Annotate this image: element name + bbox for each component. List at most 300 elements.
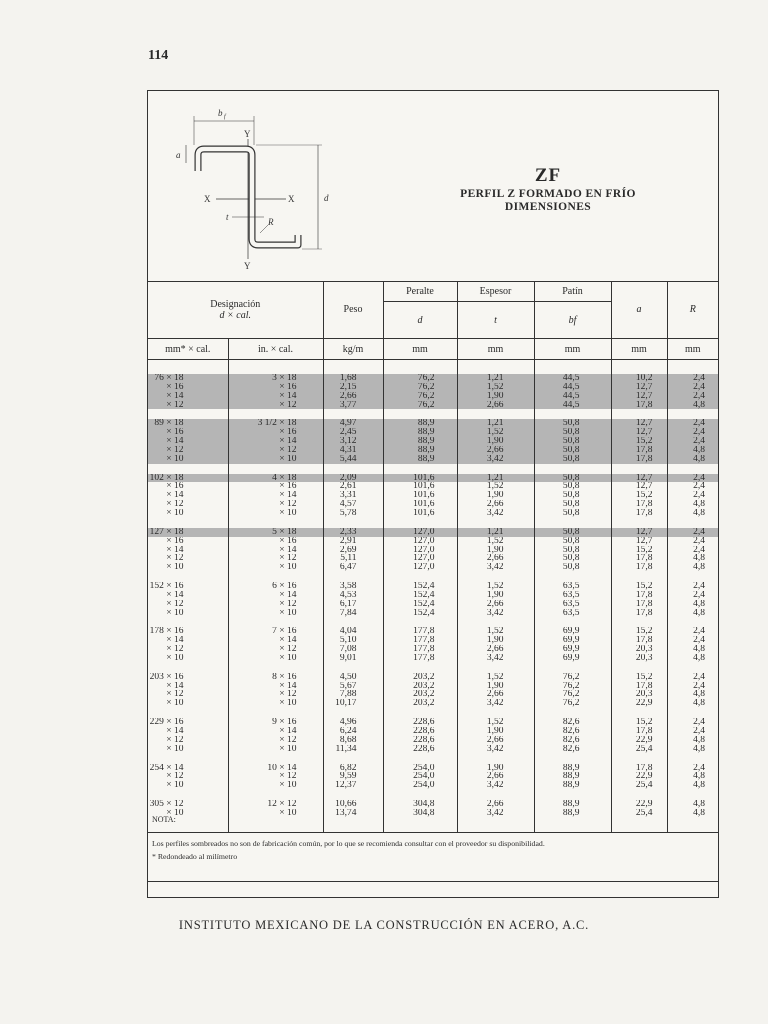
cell-b: 82,6 (534, 736, 611, 745)
spacer-cell (148, 708, 228, 718)
cell-kg: 4,31 (323, 446, 383, 455)
cell-t: 1,90 (457, 591, 534, 600)
cell-d: 203,2 (383, 673, 457, 682)
spacer-cell (323, 617, 383, 627)
cell-kg: 4,53 (323, 591, 383, 600)
cell-kg: 7,84 (323, 609, 383, 618)
cell-a: 12,7 (611, 482, 667, 491)
cell-in: × 12 (228, 772, 323, 781)
unit-t: mm (457, 339, 534, 360)
table-row (148, 591, 718, 600)
title-block (418, 165, 678, 213)
cell-t: 3,42 (457, 609, 534, 618)
cell-in: 5 × 18 (228, 528, 323, 537)
cell-in: × 12 (228, 736, 323, 745)
spacer-cell (611, 572, 667, 582)
cell-b: 50,8 (534, 509, 611, 518)
cell-a: 15,2 (611, 673, 667, 682)
cell-mm: × 10 (148, 609, 228, 618)
spacer-cell (457, 518, 534, 528)
cell-mm: × 16 (148, 428, 228, 437)
cell-mm: × 14 (148, 546, 228, 555)
cell-mm: × 12 (148, 401, 228, 410)
spacer-cell (323, 818, 383, 833)
table-row (148, 718, 718, 727)
cell-t: 1,52 (457, 718, 534, 727)
cell-a: 15,2 (611, 718, 667, 727)
cell-a: 17,8 (611, 682, 667, 691)
label-x-right: X (288, 194, 295, 204)
spacer-cell (457, 617, 534, 627)
header-patin-sym: bf (534, 302, 611, 339)
cell-in: × 14 (228, 591, 323, 600)
table-row (148, 627, 718, 636)
spacer-cell (383, 518, 457, 528)
cell-mm: × 12 (148, 645, 228, 654)
cell-d: 228,6 (383, 727, 457, 736)
cell-r: 2,4 (693, 672, 705, 682)
cell-t: 2,66 (457, 800, 534, 809)
cell-kg: 9,01 (323, 654, 383, 663)
cell-a: 10,2 (611, 374, 667, 383)
table-row (148, 600, 718, 609)
header-espesor: Espesor (457, 281, 534, 302)
cell-b: 50,8 (534, 528, 611, 537)
cell-a: 22,9 (611, 699, 667, 708)
table-row (148, 419, 718, 428)
cell-a: 17,8 (611, 600, 667, 609)
cell-b: 63,5 (534, 582, 611, 591)
cell-a: 17,8 (611, 554, 667, 563)
cell-t: 2,66 (457, 554, 534, 563)
cell-r: 4,8 (693, 699, 705, 709)
cell-b: 50,8 (534, 455, 611, 464)
cell-kg: 8,68 (323, 736, 383, 745)
cell-mm: × 14 (148, 682, 228, 691)
spacer-cell (611, 464, 667, 474)
cell-r: 4,8 (693, 563, 705, 573)
cell-b: 50,8 (534, 446, 611, 455)
table-row (148, 809, 718, 818)
cell-in: × 10 (228, 699, 323, 708)
cell-b: 44,5 (534, 401, 611, 410)
spacer-cell (611, 409, 667, 419)
spacer-cell (611, 663, 667, 673)
spacer-cell (228, 754, 323, 764)
cell-b: 50,8 (534, 419, 611, 428)
label-bf-sub: f (224, 114, 226, 120)
header-designacion (148, 281, 323, 339)
cell-b: 50,8 (534, 491, 611, 500)
cell-r: 4,8 (693, 653, 705, 663)
cell-d: 203,2 (383, 690, 457, 699)
cell-mm: × 16 (148, 482, 228, 491)
cell-mm: × 16 (148, 383, 228, 392)
cell-in: × 14 (228, 546, 323, 555)
cell-a: 20,3 (611, 645, 667, 654)
cell-t: 1,52 (457, 673, 534, 682)
spacer-cell (228, 708, 323, 718)
cell-kg: 5,10 (323, 636, 383, 645)
table-header (148, 281, 718, 360)
spacer-row (148, 360, 718, 375)
cell-kg: 4,57 (323, 500, 383, 509)
cell-a: 12,7 (611, 383, 667, 392)
spacer-cell (323, 708, 383, 718)
cell-kg: 2,15 (323, 383, 383, 392)
cell-kg: 6,82 (323, 764, 383, 773)
cell-r: 4,8 (693, 599, 705, 609)
table-row (148, 474, 718, 483)
cell-t: 2,66 (457, 446, 534, 455)
cell-b: 50,8 (534, 563, 611, 572)
cell-b: 50,8 (534, 437, 611, 446)
cell-r: 2,4 (693, 482, 705, 492)
spacer-row (148, 754, 718, 764)
cell-t: 1,21 (457, 419, 534, 428)
data-sheet-frame (147, 90, 719, 898)
cell-mm: × 12 (148, 554, 228, 563)
spacer-cell (534, 409, 611, 419)
cell-mm: × 14 (148, 491, 228, 500)
cell-kg: 2,66 (323, 392, 383, 401)
cell-mm: × 10 (148, 455, 228, 464)
cell-in: × 10 (228, 745, 323, 754)
cell-r: 4,8 (693, 781, 705, 791)
spacer-row (148, 409, 718, 419)
cell-in: × 12 (228, 500, 323, 509)
unit-kgm: kg/m (323, 339, 383, 360)
cell-in: 8 × 16 (228, 673, 323, 682)
cell-r: 2,4 (693, 763, 705, 773)
spacer-row (148, 818, 718, 833)
cell-in: × 12 (228, 645, 323, 654)
cell-d: 254,0 (383, 764, 457, 773)
cell-mm: × 14 (148, 392, 228, 401)
spacer-cell (457, 708, 534, 718)
cell-mm: × 12 (148, 690, 228, 699)
cell-t: 1,52 (457, 428, 534, 437)
cell-d: 88,9 (383, 428, 457, 437)
spacer-cell (667, 754, 718, 764)
cell-a: 12,7 (611, 419, 667, 428)
cell-in: × 10 (228, 654, 323, 663)
cell-d: 88,9 (383, 437, 457, 446)
cell-kg: 1,68 (323, 374, 383, 383)
spacer-cell (534, 518, 611, 528)
cell-in: 9 × 16 (228, 718, 323, 727)
cell-in: × 12 (228, 554, 323, 563)
note-title: NOTA: (152, 815, 176, 824)
header-peralte: Peralte (383, 281, 457, 302)
cell-kg: 2,45 (323, 428, 383, 437)
cell-t: 3,42 (457, 809, 534, 818)
cell-d: 76,2 (383, 401, 457, 410)
cell-mm: × 12 (148, 446, 228, 455)
profile-code: ZF (534, 165, 562, 186)
cell-in: × 10 (228, 609, 323, 618)
table-row (148, 690, 718, 699)
cell-b: 76,2 (534, 699, 611, 708)
cell-r: 2,4 (693, 582, 705, 591)
cell-d: 101,6 (383, 500, 457, 509)
cell-r: 2,4 (693, 545, 705, 555)
cell-mm: 229 × 16 (148, 718, 228, 727)
header-area (148, 91, 718, 282)
cell-r: 4,8 (693, 500, 705, 509)
cell-d: 76,2 (383, 374, 457, 383)
header-patin: Patín (534, 281, 611, 302)
spacer-cell (457, 572, 534, 582)
spacer-cell (457, 818, 534, 833)
cell-in: × 10 (228, 455, 323, 464)
cell-a: 17,8 (611, 509, 667, 518)
cell-d: 177,8 (383, 627, 457, 636)
cell-mm: 178 × 16 (148, 627, 228, 636)
cell-kg: 3,58 (323, 582, 383, 591)
cell-kg: 3,31 (323, 491, 383, 500)
table-row (148, 609, 718, 618)
cell-kg: 2,33 (323, 528, 383, 537)
cell-in: 12 × 12 (228, 800, 323, 809)
spacer-cell (457, 754, 534, 764)
header-designacion-label: Designación (210, 298, 261, 310)
cell-kg: 5,78 (323, 509, 383, 518)
cell-r: 4,8 (693, 554, 705, 564)
spacer-cell (611, 754, 667, 764)
label-R: R (268, 217, 274, 227)
cell-in: 7 × 16 (228, 627, 323, 636)
cell-mm: 89 × 18 (148, 419, 228, 428)
cell-mm: × 10 (148, 509, 228, 518)
cell-mm: 152 × 16 (148, 582, 228, 591)
table-row (148, 383, 718, 392)
table-row (148, 482, 718, 491)
table-row (148, 546, 718, 555)
spacer-cell (383, 818, 457, 833)
cell-a: 22,9 (611, 800, 667, 809)
cell-b: 76,2 (534, 673, 611, 682)
spacer-cell (228, 790, 323, 800)
cell-r: 4,8 (693, 800, 705, 809)
unit-d: mm (383, 339, 457, 360)
cell-a: 17,8 (611, 446, 667, 455)
note-divider (148, 881, 718, 882)
table-row (148, 645, 718, 654)
cell-b: 63,5 (534, 600, 611, 609)
cell-b: 69,9 (534, 636, 611, 645)
spacer-cell (383, 464, 457, 474)
label-y-top: Y (244, 129, 251, 139)
spacer-cell (611, 617, 667, 627)
spacer-row (148, 572, 718, 582)
spacer-cell (228, 464, 323, 474)
cell-kg: 5,44 (323, 455, 383, 464)
cell-t: 1,90 (457, 636, 534, 645)
cell-b: 82,6 (534, 718, 611, 727)
cell-mm: × 12 (148, 600, 228, 609)
spacer-cell (534, 572, 611, 582)
cell-a: 25,4 (611, 781, 667, 790)
table-row (148, 764, 718, 773)
cell-t: 2,66 (457, 645, 534, 654)
cell-r: 2,4 (667, 428, 718, 437)
table-row (148, 563, 718, 572)
cell-b: 88,9 (534, 781, 611, 790)
spacer-cell (228, 518, 323, 528)
cell-t: 2,66 (457, 690, 534, 699)
cell-b: 44,5 (534, 374, 611, 383)
cell-r: 2,4 (667, 392, 718, 401)
spacer-cell (323, 572, 383, 582)
spacer-cell (667, 409, 718, 419)
cell-b: 76,2 (534, 690, 611, 699)
cell-b: 50,8 (534, 546, 611, 555)
cell-b: 50,8 (534, 554, 611, 563)
z-profile-diagram (168, 99, 368, 274)
page-number: 114 (148, 48, 169, 63)
spacer-cell (228, 617, 323, 627)
cell-d: 76,2 (383, 383, 457, 392)
cell-r: 2,4 (693, 727, 705, 736)
label-y-bottom: Y (244, 261, 251, 271)
spacer-cell (323, 409, 383, 419)
table-row (148, 446, 718, 455)
publisher-footer: INSTITUTO MEXICANO DE LA CONSTRUCCIÓN EN ACERO, A.C. (178, 918, 590, 932)
table-row (148, 537, 718, 546)
cell-r: 2,4 (693, 536, 705, 546)
cell-mm: × 16 (148, 537, 228, 546)
table-row (148, 745, 718, 754)
cell-in: × 14 (228, 636, 323, 645)
cell-a: 12,7 (611, 537, 667, 546)
spacer-cell (323, 464, 383, 474)
spacer-cell (667, 663, 718, 673)
cell-d: 203,2 (383, 682, 457, 691)
cell-d: 254,0 (383, 781, 457, 790)
spacer-cell (148, 617, 228, 627)
table-row (148, 401, 718, 410)
cell-r: 2,4 (667, 383, 718, 392)
cell-d: 127,0 (383, 546, 457, 555)
table-row (148, 428, 718, 437)
cell-r: 2,4 (693, 636, 705, 646)
cell-d: 127,0 (383, 528, 457, 537)
cell-d: 177,8 (383, 645, 457, 654)
cell-b: 76,2 (534, 682, 611, 691)
unit-mm-cal: mm* × cal. (148, 339, 228, 360)
table-row (148, 455, 718, 464)
cell-mm: × 10 (148, 809, 228, 818)
spacer-cell (667, 790, 718, 800)
cell-mm: × 10 (148, 745, 228, 754)
cell-mm: × 12 (148, 500, 228, 509)
cell-a: 15,2 (611, 491, 667, 500)
cell-a: 17,8 (611, 727, 667, 736)
cell-d: 101,6 (383, 509, 457, 518)
spacer-cell (148, 754, 228, 764)
cell-a: 15,2 (611, 437, 667, 446)
cell-b: 88,9 (534, 809, 611, 818)
cell-in: × 14 (228, 437, 323, 446)
cell-t: 1,21 (457, 528, 534, 537)
cell-b: 88,9 (534, 772, 611, 781)
cell-t: 1,90 (457, 546, 534, 555)
cell-d: 254,0 (383, 772, 457, 781)
cell-d: 152,4 (383, 609, 457, 618)
spacer-cell (611, 518, 667, 528)
table-row (148, 636, 718, 645)
cell-in: × 16 (228, 537, 323, 546)
cell-d: 76,2 (383, 392, 457, 401)
cell-d: 228,6 (383, 736, 457, 745)
spacer-row (148, 518, 718, 528)
cell-b: 50,8 (534, 537, 611, 546)
cell-b: 50,8 (534, 474, 611, 483)
cell-in: × 16 (228, 482, 323, 491)
cell-b: 63,5 (534, 609, 611, 618)
spacer-cell (323, 790, 383, 800)
header-peso: Peso (323, 281, 383, 339)
cell-a: 17,8 (611, 401, 667, 410)
cell-d: 152,4 (383, 582, 457, 591)
spacer-cell (534, 790, 611, 800)
cell-in: × 14 (228, 727, 323, 736)
cell-r: 2,4 (667, 528, 718, 537)
cell-mm: 76 × 18 (148, 374, 228, 383)
table-row (148, 800, 718, 809)
cell-in: 10 × 14 (228, 764, 323, 773)
cell-r: 4,8 (667, 401, 718, 410)
spacer-cell (534, 708, 611, 718)
cell-t: 1,21 (457, 374, 534, 383)
header-designacion-sub: d × cal. (219, 309, 251, 321)
cell-t: 1,90 (457, 392, 534, 401)
cell-b: 50,8 (534, 428, 611, 437)
cell-t: 2,66 (457, 772, 534, 781)
spacer-cell (228, 663, 323, 673)
spacer-cell (611, 360, 667, 375)
cell-kg: 5,67 (323, 682, 383, 691)
cell-t: 1,90 (457, 727, 534, 736)
spacer-cell (383, 663, 457, 673)
spacer-cell (323, 360, 383, 375)
table-row (148, 554, 718, 563)
spacer-cell (667, 617, 718, 627)
label-t: t (226, 212, 229, 222)
cell-kg: 6,24 (323, 727, 383, 736)
table-row (148, 673, 718, 682)
cell-kg: 10,66 (323, 800, 383, 809)
cell-kg: 2,09 (323, 474, 383, 483)
cell-mm: × 14 (148, 437, 228, 446)
cell-a: 12,7 (611, 528, 667, 537)
cell-r: 4,8 (667, 455, 718, 464)
header-a: a (611, 281, 667, 339)
unit-in-cal: in. × cal. (228, 339, 323, 360)
spacer-cell (534, 754, 611, 764)
spacer-cell (228, 360, 323, 375)
cell-b: 88,9 (534, 764, 611, 773)
label-bf: b (218, 108, 223, 118)
cell-a: 17,8 (611, 563, 667, 572)
spacer-cell (611, 818, 667, 833)
cell-kg: 9,59 (323, 772, 383, 781)
table-row (148, 528, 718, 537)
cell-t: 3,42 (457, 745, 534, 754)
cell-in: × 12 (228, 690, 323, 699)
cell-in: × 16 (228, 383, 323, 392)
